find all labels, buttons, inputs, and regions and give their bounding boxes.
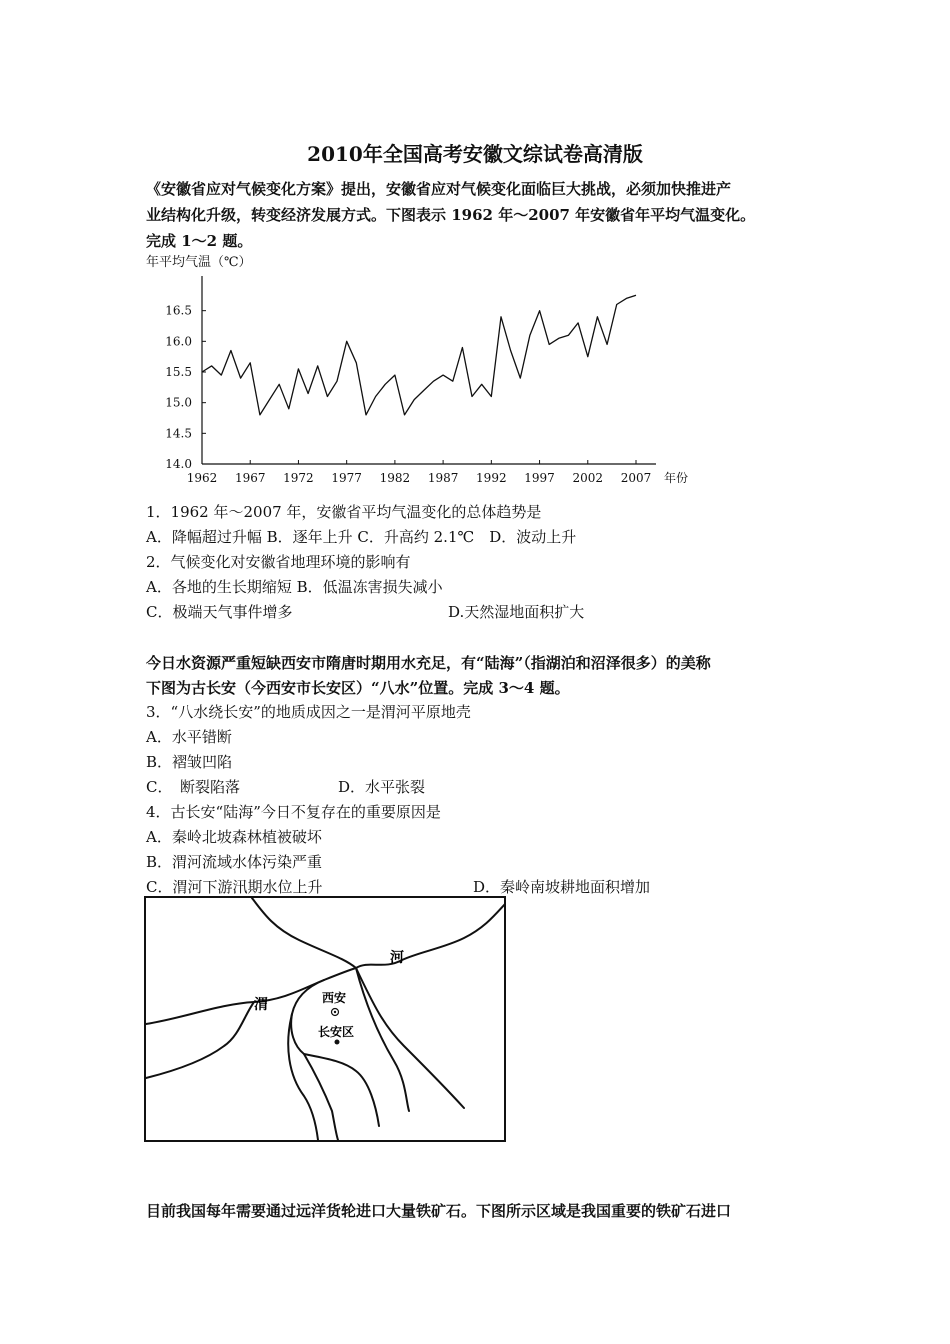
q4-option-a: A．秦岭北坡森林植被破坏 <box>146 828 322 846</box>
temperature-series-line <box>202 295 636 415</box>
q4-option-b: B．渭河流域水体污染严重 <box>146 853 323 871</box>
q1-options: A．降幅超过升幅 B．逐年上升 C．升高约 2.1℃ D．波动上升 <box>146 528 577 546</box>
q2-option-d: D.天然湿地面积扩大 <box>448 603 585 621</box>
y-tick-label: 15.0 <box>165 395 192 410</box>
intro1-line2: 业结构化升级，转变经济发展方式。下图表示 1962 年～2007 年安徽省年平均气温变化。 <box>146 206 756 224</box>
q3-stem: 3．“八水绕长安”的地质成因之一是渭河平原地壳 <box>146 703 471 721</box>
q3-option-a: A．水平错断 <box>146 728 232 746</box>
temperature-line-chart <box>140 250 700 490</box>
intro1-line1: 《安徽省应对气候变化方案》提出，安徽省应对气候变化面临巨大挑战，必须加快推进产 <box>146 180 732 198</box>
y-tick-label: 16.5 <box>165 303 192 318</box>
y-tick-label: 14.5 <box>165 426 192 441</box>
q2-option-c: C．极端天气事件增多 <box>146 603 293 621</box>
q1-stem: 1．1962 年～2007 年，安徽省平均气温变化的总体趋势是 <box>146 503 542 521</box>
q3-option-d: D．水平张裂 <box>338 778 426 796</box>
changan-dot <box>335 1040 340 1045</box>
x-tick-label: 1967 <box>234 471 266 485</box>
q4-option-c: C．渭河下游汛期水位上升 <box>146 878 323 896</box>
intro2-line2: 下图为古长安（今西安市长安区）“八水”位置。完成 3～4 题。 <box>146 679 570 697</box>
y-tick-label: 15.5 <box>165 365 192 379</box>
q3-option-b: B．褶皱凹陷 <box>146 753 233 771</box>
xian-symbol-dot <box>334 1011 336 1013</box>
x-tick-label: 2007 <box>620 471 652 485</box>
q2-stem: 2．气候变化对安徽省地理环境的影响有 <box>146 553 411 571</box>
x-tick-label: 2002 <box>572 471 604 485</box>
eight-rivers-map <box>144 896 506 1142</box>
map-river-char-he: 河 <box>390 950 404 966</box>
intro1-line3: 完成 1～2 题。 <box>146 232 253 250</box>
intro3: 目前我国每年需要通过远洋货轮进口大量铁矿石。下图所示区域是我国重要的铁矿石进口 <box>146 1202 732 1220</box>
x-tick-label: 1962 <box>186 471 218 485</box>
q3-option-c: C． 断裂陷落 <box>146 778 240 796</box>
page-title: 2010年全国高考安徽文综试卷高清版 <box>307 142 643 166</box>
q2-options-ab: A．各地的生长期缩短 B．低温冻害损失减小 <box>146 578 443 596</box>
y-tick-label: 16.0 <box>165 334 192 349</box>
q4-option-d: D．秦岭南坡耕地面积增加 <box>473 878 651 896</box>
map-frame <box>145 897 505 1141</box>
x-axis-label: 年份 <box>664 471 689 485</box>
map-city-changan: 长安区 <box>318 1025 355 1039</box>
x-tick-label: 1992 <box>476 471 507 485</box>
x-tick-label: 1997 <box>524 471 555 485</box>
x-tick-label: 1987 <box>427 471 459 485</box>
y-axis-label: 年平均气温（℃） <box>146 255 252 270</box>
map-city-xian: 西安 <box>322 991 347 1005</box>
x-tick-label: 1977 <box>331 471 362 485</box>
y-tick-label: 14.0 <box>165 457 192 471</box>
x-tick-label: 1972 <box>283 471 314 485</box>
q4-stem: 4．古长安“陆海”今日不复存在的重要原因是 <box>146 803 441 821</box>
map-river-char-wei: 渭 <box>254 997 268 1013</box>
intro2-line1: 今日水资源严重短缺西安市隋唐时期用水充足，有“陆海”（指湖泊和沼泽很多）的美称 <box>146 654 711 672</box>
x-tick-label: 1982 <box>379 471 411 485</box>
